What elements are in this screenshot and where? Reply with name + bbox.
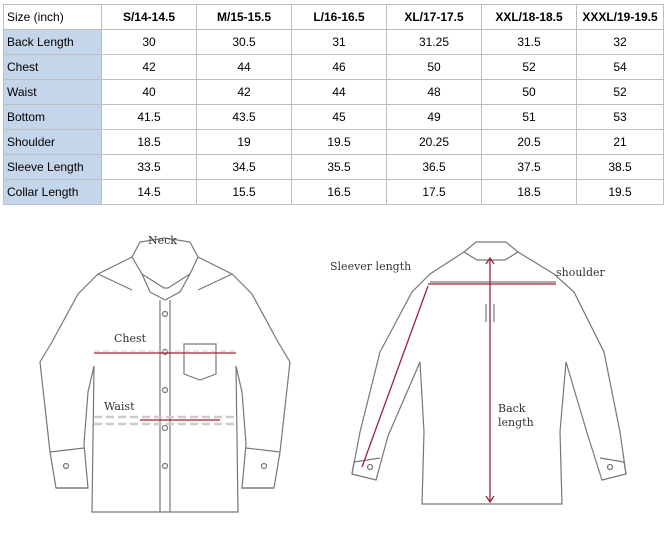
- table-cell: 54: [577, 55, 664, 80]
- table-cell: 45: [292, 105, 387, 130]
- table-cell: 15.5: [197, 180, 292, 205]
- back-shirt-drawing: [352, 242, 626, 504]
- table-cell: 42: [102, 55, 197, 80]
- back-length-label-line2: length: [498, 416, 534, 429]
- size-column-header: XXXL/19-19.5: [577, 5, 664, 30]
- row-label: Bottom: [4, 105, 102, 130]
- row-label: Waist: [4, 80, 102, 105]
- size-column-header: L/16-16.5: [292, 5, 387, 30]
- table-cell: 35.5: [292, 155, 387, 180]
- size-column-header: M/15-15.5: [197, 5, 292, 30]
- table-cell: 41.5: [102, 105, 197, 130]
- table-row: [4, 105, 664, 130]
- shirt-measurement-diagram: [0, 212, 666, 534]
- table-cell: 46: [292, 55, 387, 80]
- table-cell: 17.5: [387, 180, 482, 205]
- table-cell: 14.5: [102, 180, 197, 205]
- table-cell: 52: [577, 80, 664, 105]
- table-cell: 44: [197, 55, 292, 80]
- table-cell: 38.5: [577, 155, 664, 180]
- back-length-label-line1: Back: [498, 402, 526, 415]
- shoulder-label: shoulder: [556, 266, 605, 279]
- table-cell: 51: [482, 105, 577, 130]
- table-cell: 21: [577, 130, 664, 155]
- table-cell: 19.5: [292, 130, 387, 155]
- front-shirt-drawing: [40, 238, 290, 512]
- size-column-header: S/14-14.5: [102, 5, 197, 30]
- table-cell: 20.5: [482, 130, 577, 155]
- table-header-row: [4, 5, 664, 30]
- table-cell: 18.5: [102, 130, 197, 155]
- table-cell: 31.25: [387, 30, 482, 55]
- chest-label: Chest: [114, 332, 147, 345]
- table-cell: 50: [387, 55, 482, 80]
- table-cell: 48: [387, 80, 482, 105]
- table-cell: 33.5: [102, 155, 197, 180]
- table-cell: 52: [482, 55, 577, 80]
- table-cell: 18.5: [482, 180, 577, 205]
- size-chart-table: [3, 4, 664, 205]
- table-cell: 16.5: [292, 180, 387, 205]
- table-row: [4, 55, 664, 80]
- table-row: [4, 30, 664, 55]
- row-label: Chest: [4, 55, 102, 80]
- table-row: [4, 155, 664, 180]
- size-column-header: XXL/18-18.5: [482, 5, 577, 30]
- table-cell: 30.5: [197, 30, 292, 55]
- row-label: Shoulder: [4, 130, 102, 155]
- table-cell: 19.5: [577, 180, 664, 205]
- table-row: [4, 180, 664, 205]
- table-cell: 40: [102, 80, 197, 105]
- table-cell: 37.5: [482, 155, 577, 180]
- table-cell: 42: [197, 80, 292, 105]
- table-cell: 20.25: [387, 130, 482, 155]
- table-cell: 53: [577, 105, 664, 130]
- row-label: Sleeve Length: [4, 155, 102, 180]
- waist-label: Waist: [104, 400, 135, 413]
- size-column-header: XL/17-17.5: [387, 5, 482, 30]
- table-cell: 31.5: [482, 30, 577, 55]
- table-cell: 34.5: [197, 155, 292, 180]
- table-cell: 43.5: [197, 105, 292, 130]
- corner-label: Size (inch): [4, 5, 102, 30]
- table-cell: 30: [102, 30, 197, 55]
- table-cell: 44: [292, 80, 387, 105]
- table-cell: 32: [577, 30, 664, 55]
- table-cell: 19: [197, 130, 292, 155]
- row-label: Collar Length: [4, 180, 102, 205]
- back-measure-lines: [362, 258, 556, 502]
- table-cell: 49: [387, 105, 482, 130]
- table-row: [4, 80, 664, 105]
- table-row: [4, 130, 664, 155]
- table-cell: 31: [292, 30, 387, 55]
- table-cell: 36.5: [387, 155, 482, 180]
- sleeve-length-label: Sleever length: [330, 260, 412, 273]
- table-cell: 50: [482, 80, 577, 105]
- row-label: Back Length: [4, 30, 102, 55]
- neck-label: Neck: [148, 234, 177, 247]
